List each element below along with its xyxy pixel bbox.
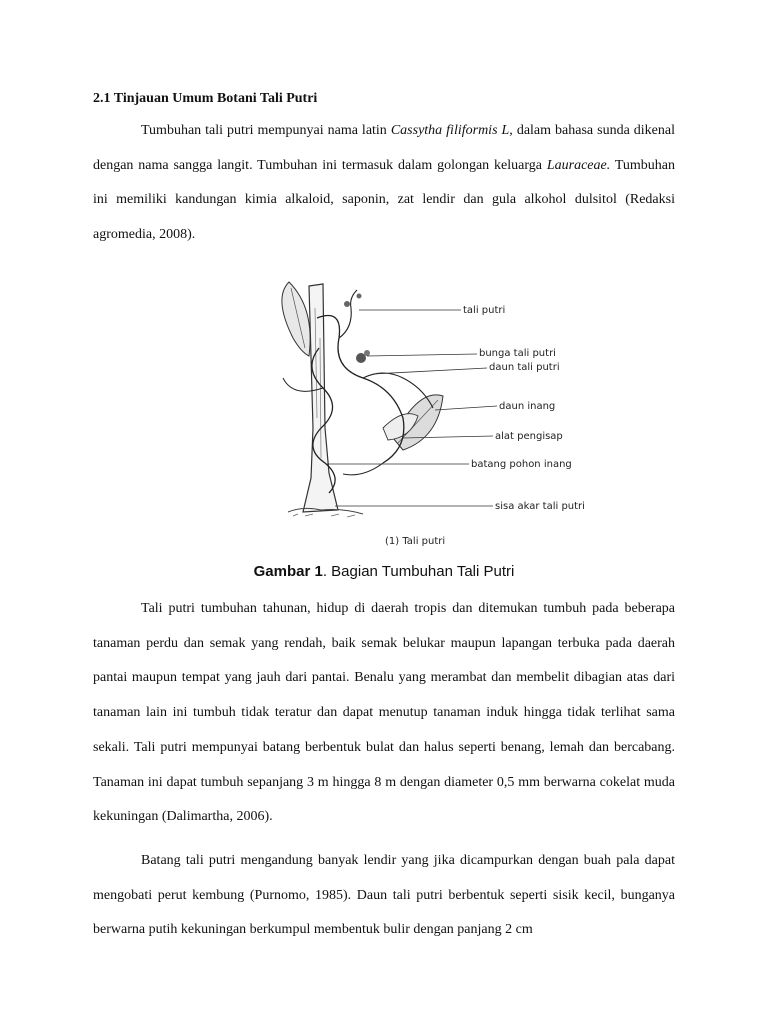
- section-heading: 2.1 Tinjauan Umum Botani Tali Putri: [93, 91, 318, 106]
- latin-name: Cassytha filiformis L,: [390, 123, 513, 138]
- para1-text-3: Tumbuhan ini memiliki kandungan kimia alkaloid, saponin, zat lendir dan gula alkohol dulsitol (Redaksi agromedia, 2008).: [93, 157, 675, 243]
- plant-drawing: [243, 278, 585, 553]
- label-daun-tali: daun tali putri: [489, 362, 560, 373]
- family-name: Lauraceae.: [546, 157, 611, 173]
- label-batang: batang pohon inang: [471, 459, 572, 470]
- caption-number: Gambar 1: [253, 563, 323, 580]
- paragraph-3: Batang tali putri mengandung banyak lendir yang jika dicampurkan dengan buah pala dapat mengobati perut kembung (Purnomo, 1985). Daun tali putri berbentuk seperti sisik kecil, bunganya berwarna putih kekuningan berkumpul membentuk bulir dengan panjang 2 cm: [93, 853, 675, 938]
- label-tali-putri: tali putri: [463, 305, 506, 316]
- label-daun-inang: daun inang: [499, 401, 556, 412]
- paragraph-1: [93, 114, 675, 253]
- label-alat: alat pengisap: [495, 431, 563, 442]
- label-bunga: bunga tali putri: [479, 348, 556, 359]
- para1-text-2: dalam bahasa sunda dikenal dengan nama sangga langit. Tumbuhan ini termasuk dalam golongan keluarga: [93, 123, 675, 173]
- paragraph-2: Tali putri tumbuhan tahunan, hidup di daerah tropis dan ditemukan tumbuh pada beberapa tanaman perdu dan semak yang rendah, baik semak belukar maupun lapangan terbuka pada daerah pantai maupun tempat yang jauh dari pantai. Benalu yang merambat dan membelit dibagian atas dari tanaman lain ini tumbuh tidak teratur dan dapat menutup tanaman induk hingga tidak terlihat sama sekali. Tali putri mempunyai batang berbentuk bulat dan halus seperti benang, lemah dan bercabang. Tanaman ini dapat tumbuh sepanjang 3 m hingga 8 m dengan diameter 0,5 mm berwarna cokelat muda kekuningan (Dalimartha, 2006).: [93, 601, 675, 825]
- figure-caption: [93, 562, 675, 582]
- para1-text-1: Tumbuhan tali putri mempunyai nama latin: [141, 123, 391, 138]
- figure-sublabel: (1) Tali putri: [385, 536, 446, 547]
- plant-illustration: [243, 278, 585, 553]
- label-sisa: sisa akar tali putri: [495, 501, 585, 512]
- caption-text: . Bagian Tumbuhan Tali Putri: [322, 563, 515, 580]
